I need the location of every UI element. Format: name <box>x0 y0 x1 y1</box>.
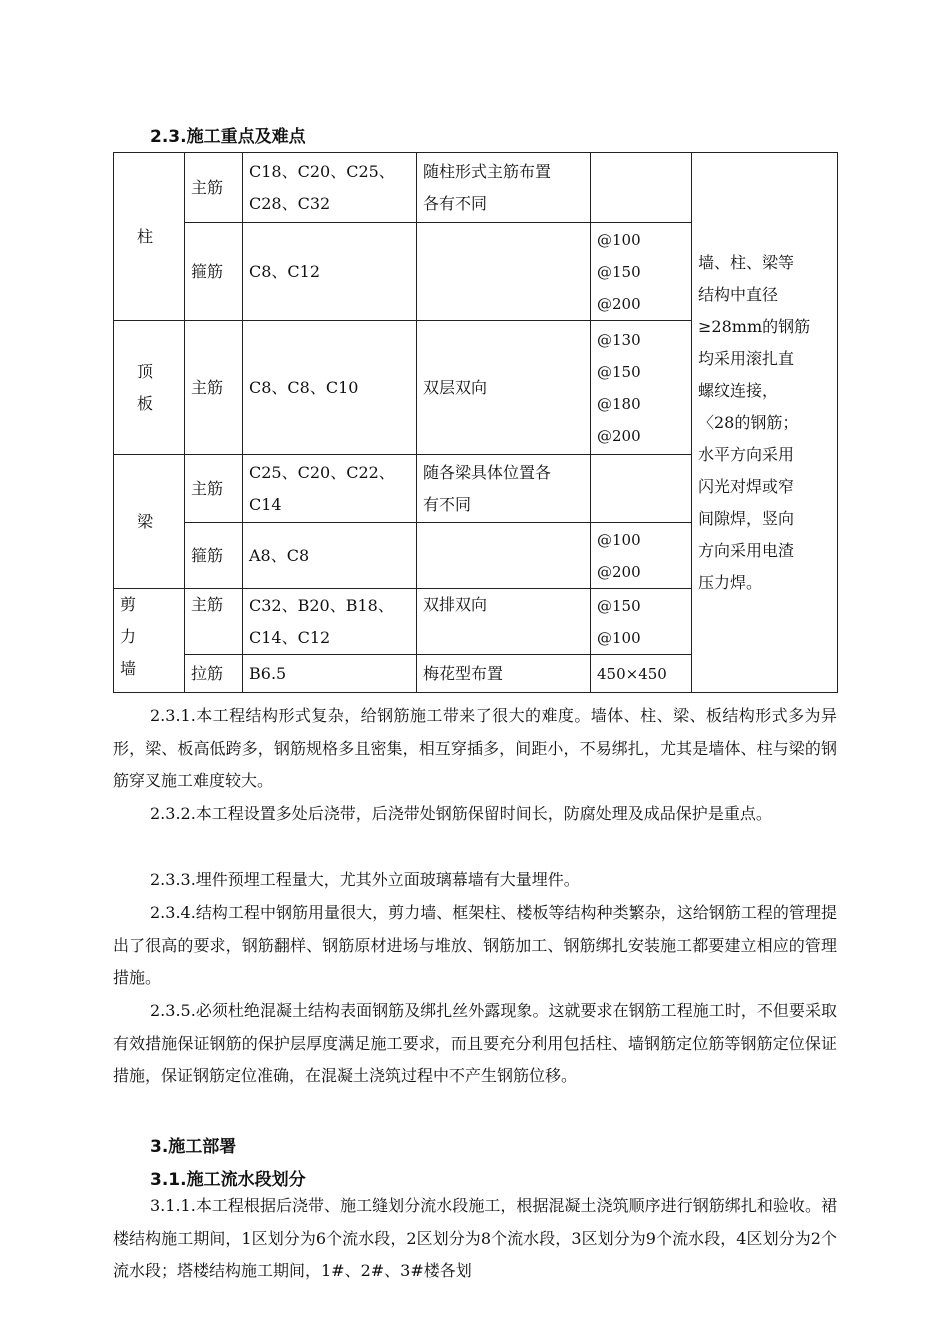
rebar-note-cell: 双排双向 <box>417 589 591 655</box>
rebar-type-cell: 主筋 <box>185 321 243 455</box>
spacing-cell: @130 @150 @180 @200 <box>591 321 692 455</box>
paragraph-2-3-1: 2.3.1.本工程结构形式复杂，给钢筋施工带来了很大的难度。墙体、柱、梁、板结构形式多为异形，梁、板高低跨多，钢筋规格多且密集，相互穿插多，间距小，不易绑扎，尤其是墙体、柱与梁的钢筋穿叉施工难度较大。 <box>113 706 837 791</box>
spacing-cell <box>591 455 692 523</box>
rebar-type-cell: 主筋 <box>185 589 243 655</box>
rebar-spec-cell: C32、B20、B18、 C14、C12 <box>243 589 417 655</box>
rebar-note-cell: 随柱形式主筋布置 各有不同 <box>417 153 591 223</box>
rebar-note-cell: 梅花型布置 <box>417 655 591 693</box>
member-cell: 剪 力 墙 <box>114 589 185 693</box>
rebar-type-cell: 拉筋 <box>185 655 243 693</box>
rebar-note-cell: 随各梁具体位置各 有不同 <box>417 455 591 523</box>
rebar-table <box>113 152 838 693</box>
section-heading-3: 3.施工部署 <box>150 1137 237 1157</box>
spacing-cell: @150 @100 <box>591 589 692 655</box>
remark-cell: 墙、柱、梁等 结构中直径 ≥28mm的钢筋 均采用滚扎直 螺纹连接， 〈28的钢筋； 水平方向采用 闪光对焊或窄 间隙焊，竖向 方向采用电渣 压力焊。 <box>692 153 838 693</box>
spacing-cell: @100 @200 <box>591 523 692 589</box>
table-row <box>114 153 838 223</box>
rebar-note-cell <box>417 523 591 589</box>
spacing-cell: @100 @150 @200 <box>591 223 692 321</box>
section-heading-3-1: 3.1.施工流水段划分 <box>150 1170 306 1190</box>
rebar-note-cell <box>417 223 591 321</box>
paragraph-2-3-2: 2.3.2.本工程设置多处后浇带，后浇带处钢筋保留时间长，防腐处理及成品保护是重点。 <box>150 804 772 823</box>
rebar-spec-cell: C8、C12 <box>243 223 417 321</box>
rebar-type-cell: 主筋 <box>185 153 243 223</box>
section-heading-2-3: 2.3.施工重点及难点 <box>150 127 306 147</box>
rebar-spec-cell: A8、C8 <box>243 523 417 589</box>
spacing-cell <box>591 153 692 223</box>
rebar-type-cell: 主筋 <box>185 455 243 523</box>
rebar-type-cell: 箍筋 <box>185 523 243 589</box>
rebar-spec-cell: B6.5 <box>243 655 417 693</box>
member-cell: 顶 板 <box>114 321 185 455</box>
rebar-spec-cell: C18、C20、C25、 C28、C32 <box>243 153 417 223</box>
paragraph-2-3-4: 2.3.4.结构工程中钢筋用量很大，剪力墙、框架柱、楼板等结构种类繁杂，这给钢筋工程的管理提出了很高的要求，钢筋翻样、钢筋原材进场与堆放、钢筋加工、钢筋绑扎安装施工都要建立相应的管理措施。 <box>113 903 837 988</box>
paragraph-2-3-3: 2.3.3.埋件预埋工程量大，尤其外立面玻璃幕墙有大量埋件。 <box>150 870 580 889</box>
member-cell: 柱 <box>114 153 185 321</box>
paragraph-2-3-5: 2.3.5.必须杜绝混凝土结构表面钢筋及绑扎丝外露现象。这就要求在钢筋工程施工时，不但要采取有效措施保证钢筋的保护层厚度满足施工要求，而且要充分利用包括柱、墙钢筋定位筋等钢筋定位保证措施，保证钢筋定位准确，在混凝土浇筑过程中不产生钢筋位移。 <box>113 1001 837 1086</box>
rebar-spec-cell: C8、C8、C10 <box>243 321 417 455</box>
rebar-note-cell: 双层双向 <box>417 321 591 455</box>
spacing-cell: 450×450 <box>591 655 692 693</box>
paragraph-3-1-1: 3.1.1.本工程根据后浇带、施工缝划分流水段施工，根据混凝土浇筑顺序进行钢筋绑扎和验收。裙楼结构施工期间，1区划分为6个流水段，2区划分为8个流水段，3区划分为9个流水段，4区划分为2个流水段；塔楼结构施工期间，1#、2#、3#楼各划 <box>113 1196 837 1281</box>
member-cell: 梁 <box>114 455 185 589</box>
rebar-spec-cell: C25、C20、C22、 C14 <box>243 455 417 523</box>
rebar-type-cell: 箍筋 <box>185 223 243 321</box>
